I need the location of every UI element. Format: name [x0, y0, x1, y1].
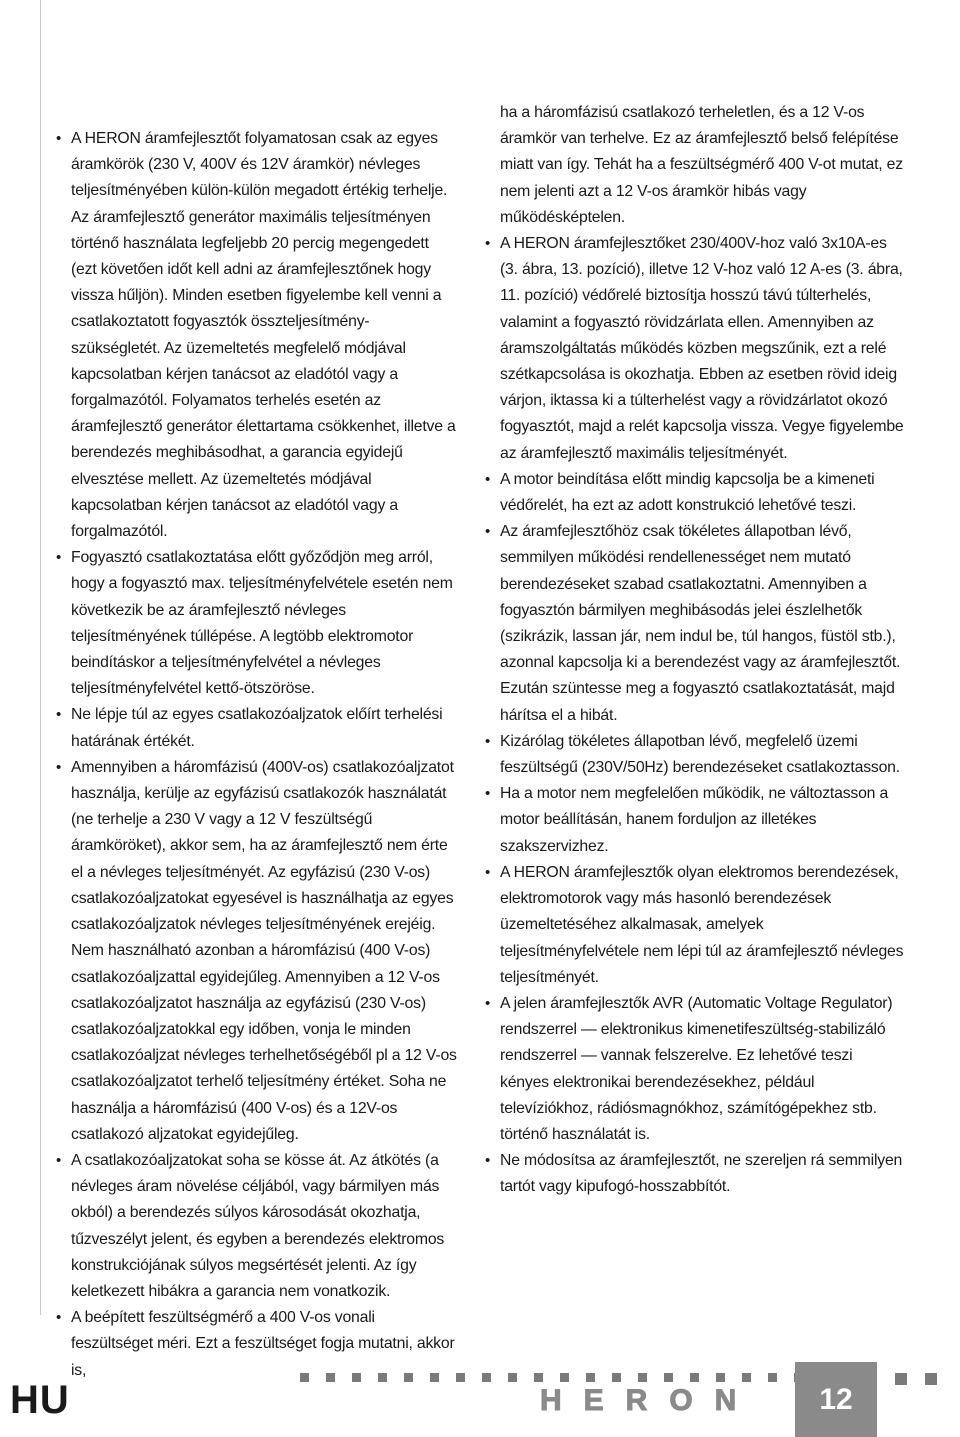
- page-number: [795, 1362, 877, 1437]
- list-item: [484, 781, 904, 860]
- footer-dot: [508, 1373, 517, 1382]
- list-item: [484, 1148, 904, 1200]
- list-item: [55, 126, 457, 545]
- footer-dot: [352, 1373, 361, 1382]
- list-item: [55, 755, 457, 1148]
- item-text: Ha a motor nem megfelelően működik, ne változtasson a motor beállításán, hanem forduljon az illetékes szakszervizhez.: [500, 785, 889, 855]
- footer-dot: [430, 1373, 439, 1382]
- list-item: [484, 231, 904, 467]
- item-text: Az áramfejlesztőhöz csak tökéletes állapotban lévő, semmilyen működési rendellenességet nem mutató berendezéseket szabad csatlakoztatni. Amennyiben a fogyasztón bármilyen meghibásodás jelei észlelhetők (szikrázik, lassan jár, nem indul be, túl hangos, füstöl stb.), azonnal kapcsolja ki a berendezést vagy az áramfejlesztőt. Ezután szüntesse meg a fogyasztó csatlakoztatását, majd hárítsa el a hibát.: [500, 523, 901, 724]
- item-text: Fogyasztó csatlakoztatása előtt győződjön meg arról, hogy a fogyasztó max. teljesítményfelvétele esetén nem következik be az áramfejlesztő névleges teljesítményének túllépése. A legtöbb elektromotor beindításkor a teljesítményfelvétel a névleges teljesítményfelvétel kettő-ötszöröse.: [71, 549, 453, 698]
- corner-square: [925, 1373, 937, 1385]
- left-column: [55, 126, 457, 1384]
- item-text: Kizárólag tökéletes állapotban lévő, megfelelő üzemi feszültségű (230V/50Hz) berendezéseket csatlakoztasson.: [500, 732, 900, 777]
- list-item: [55, 1305, 457, 1384]
- left-margin-rule: [40, 0, 41, 1315]
- bullet: •: [56, 1151, 62, 1169]
- bullet: •: [485, 863, 491, 881]
- bullet: •: [485, 994, 491, 1012]
- footer-dot: [326, 1373, 335, 1382]
- list-item: [484, 467, 904, 519]
- bullet: •: [485, 785, 491, 803]
- bullet: •: [485, 470, 491, 488]
- item-text: A csatlakozóaljzatokat soha se kösse át. Az átkötés (a névleges áram növelése céljából, vagy bármilyen más okból) a berendezés súlyos károsodását okozhatja, tűzveszélyt jelent, és egyben a berendezés elektromos konstrukciójának súlyos megsértését jelenti. Az így keletkezett hibákra a garancia nem vonatkozik.: [71, 1151, 445, 1300]
- bullet: •: [56, 549, 62, 567]
- bullet: •: [485, 1152, 491, 1170]
- item-text: Amennyiben a háromfázisú (400V-os) csatlakozóaljzatot használja, kerülje az egyfázisú csatlakozók használatát (ne terhelje a 230 V vagy a 12 V feszültségű áramköröket), akkor sem, ha az áramfejlesztő nem érte el a névleges teljesítményét. Az egyfázisú (230 V-os) csatlakozóaljzatokat egyesével is használhatja az egyes csatlakozóaljzatok névleges teljesítményének erejéig. Nem használható azonban a háromfázisú (400 V-os) csatlakozóaljzattal egyidejűleg. Amennyiben a 12 V-os csatlakozóaljzatot használja az egyfázisú (230 V-os) csatlakozóaljzatokkal egy időben, vonja le minden csatlakozóaljzat névleges terhelhetőségéből pl a 12 V-os csatlakozóaljzatot terhelő teljesítmény értéket. Soha ne használja a háromfázisú (400 V-os) és a 12V-os csatlakozó aljzatokat egyidejűleg.: [71, 758, 457, 1143]
- brand-text: HERON: [540, 1384, 759, 1417]
- item-text: A beépített feszültségmérő a 400 V-os vonali feszültséget méri. Ezt a feszültséget fogja mutatni, akkor is,: [71, 1309, 455, 1379]
- bullet: •: [56, 758, 62, 776]
- list-item: [484, 860, 904, 991]
- language-code: HU: [10, 1378, 70, 1422]
- item-text: A HERON áramfejlesztőt folyamatosan csak az egyes áramkörök (230 V, 400V és 12V áramkör) névleges teljesítményében külön-külön megadott értékig terhelje. Az áramfejlesztő generátor maximális teljesítményen történő használata legfeljebb 20 percig megengedett (ezt követően időt kell adni az áramfejlesztőnek hogy vissza hűljön). Minden esetben figyelembe kell venni a csatlakoztatott fogyasztók összteljesítmény-szükségletét. Az üzemeltetés megfelelő módjával kapcsolatban kérjen tanácsot az eladótól vagy a forgalmazótól. Folyamatos terhelés esetén az áramfejlesztő generátor élettartama csökkenhet, illetve a berendezés meghibásodhat, a garancia egyidejű elvesztése mellett. Az üzemeltetés módjával kapcsolatban kérjen tanácsot az eladótól vagy a forgalmazótól.: [71, 130, 456, 541]
- footer-dot: [378, 1373, 387, 1382]
- item-text: A HERON áramfejlesztőket 230/400V-hoz való 3x10A-es (3. ábra, 13. pozíció), illetve 12 V-hoz való 12 A-es (3. ábra, 11. pozíció) védőrelé biztosítja hosszú távú túlterhelés, valamint a fogyasztó rövidzárlata ellen. Amennyiben az áramszolgáltatás működés közben megszűnik, ezt a relé szétkapcsolása is okozhatja. Ebben az esetben rövid ideig várjon, iktassa ki a túlterhelést vagy a rövidzárlatot okozó fogyasztót, majd a relét kapcsolja vissza. Vegye figyelembe az áramfejlesztő maximális teljesítményét.: [500, 235, 904, 462]
- footer-dot: [456, 1373, 465, 1382]
- bullet: •: [56, 706, 62, 724]
- list-item: [55, 1148, 457, 1305]
- footer-dot: [300, 1373, 309, 1382]
- bullet: •: [485, 523, 491, 541]
- item-text: A HERON áramfejlesztők olyan elektromos berendezések, elektromotorok vagy más hasonló berendezések üzemeltetéséhez alkalmasak, amelyek teljesítményfelvétele nem lépi túl az áramfejlesztő névleges teljesítményét.: [500, 863, 904, 986]
- item-text: A motor beindítása előtt mindig kapcsolja be a kimeneti védőrelét, ha ezt az adott konstrukció lehetővé teszi.: [500, 470, 875, 515]
- list-item: [55, 545, 457, 702]
- heron-logo: [540, 1380, 780, 1420]
- bullet: •: [485, 732, 491, 750]
- list-item: [55, 702, 457, 754]
- item-text: Ne lépje túl az egyes csatlakozóaljzatok előírt terhelési határának értékét.: [71, 706, 443, 750]
- footer-dot: [404, 1373, 413, 1382]
- continued-text: ha a háromfázisú csatlakozó terheletlen, és a 12 V-os áramkör van terhelve. Ez az áramfejlesztő belső felépítése miatt van így. Tehát ha a feszültségmérő 400 V-ot mutat, ez nem jelenti azt a 12 V-os áramkör hibás vagy működésképtelen.: [500, 104, 903, 226]
- corner-squares: [895, 1373, 937, 1385]
- page-number-text: 12: [819, 1382, 853, 1416]
- footer-dot: [482, 1373, 491, 1382]
- list-item: [484, 729, 904, 781]
- list-item: [484, 991, 904, 1148]
- item-text: A jelen áramfejlesztők AVR (Automatic Voltage Regulator) rendszerrel — elektronikus kimenetifeszültség-stabilizáló rendszerrel — vannak felszerelve. Ez lehetővé teszi kényes elektronikai berendezésekhez, például televíziókhoz, rádiósmagnókhoz, számítógépekhez stb. történő használatát is.: [500, 994, 893, 1143]
- list-item: [484, 519, 904, 729]
- right-column: [484, 100, 904, 1201]
- bullet: •: [56, 130, 62, 147]
- bullet: •: [56, 1309, 62, 1327]
- corner-square: [895, 1373, 907, 1385]
- item-text: Ne módosítsa az áramfejlesztőt, ne szereljen rá semmilyen tartót vagy kipufogó-hosszabbítót.: [500, 1152, 903, 1196]
- bullet: •: [485, 235, 491, 253]
